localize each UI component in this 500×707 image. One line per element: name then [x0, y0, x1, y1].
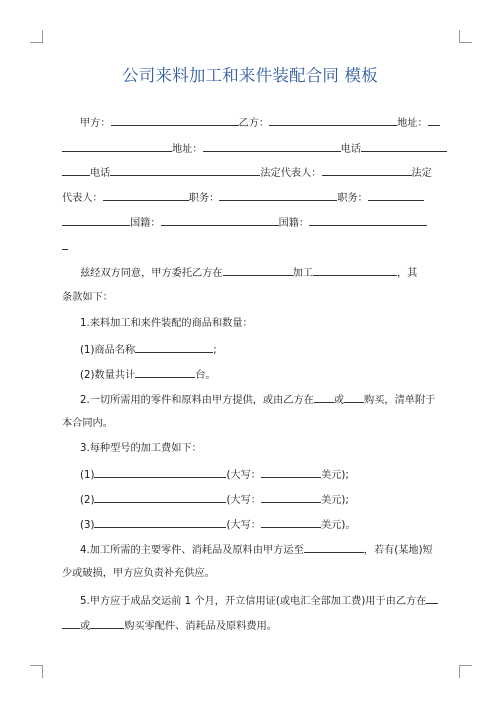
fee-amount-field[interactable] — [94, 466, 226, 478]
purchase-location-b-field[interactable] — [90, 617, 124, 629]
phone-a-field[interactable] — [361, 140, 447, 152]
nationality-b-field[interactable] — [309, 214, 427, 226]
clause-5-line-2: 或 购买零配件、消耗品及原料费用。 — [62, 617, 440, 633]
phone-label-b: 电话 — [90, 168, 111, 179]
position-label-a: 职务： — [188, 193, 220, 204]
legal-rep-a-field[interactable] — [322, 164, 412, 176]
preamble-line-1 — [62, 264, 440, 280]
clause-4-line-2: 少或破损，甲方应负责补充供应。 — [62, 568, 215, 579]
document-title: 公司来料加工和来件装配合同 模板 — [122, 66, 378, 85]
party-b-label: 乙方： — [238, 118, 270, 129]
processing-item-field[interactable] — [313, 264, 397, 276]
legal-rep-label-a: 法定代表人： — [260, 168, 322, 179]
clause-2-line-1: 2.一切所需用的零件和原料由甲方提供，或由乙方在 或 购买，清单附于 — [62, 391, 440, 407]
purchase-place-b-field[interactable] — [344, 391, 364, 403]
fee-amount-field[interactable] — [94, 516, 226, 528]
preamble-text-a: 兹经双方同意，甲方委托乙方在 — [80, 268, 223, 279]
fee-words-field[interactable] — [261, 491, 321, 503]
position-label-b: 职务： — [337, 193, 368, 204]
preamble-text-d: 条款如下： — [62, 292, 113, 303]
product-name-field[interactable] — [135, 341, 213, 353]
margin-mark-top-left — [30, 30, 43, 43]
party-a-label: 甲方： — [80, 118, 111, 129]
position-a-field[interactable] — [219, 189, 337, 201]
purchase-location-a-field[interactable] — [426, 592, 438, 604]
nationality-label-a: 国籍： — [130, 218, 161, 229]
legal-label: 法定 — [411, 168, 432, 179]
party-line-2 — [62, 140, 440, 156]
preamble-text-c: ，其 — [397, 268, 418, 279]
party-line-6 — [62, 238, 440, 254]
nationality-label-b: 国籍： — [278, 218, 310, 229]
margin-mark-bottom-right — [459, 665, 472, 678]
party-line-1 — [62, 114, 440, 130]
purchase-location-a-field-cont[interactable] — [62, 617, 80, 629]
address-a-field-cont[interactable] — [62, 140, 172, 152]
nationality-b-field-cont[interactable] — [62, 238, 68, 250]
phone-label-a: 电话 — [340, 144, 361, 155]
legal-rep-b-field[interactable] — [103, 189, 189, 201]
party-b-field[interactable] — [269, 114, 397, 126]
clause-3-heading: 3.每种型号的加工费如下： — [80, 443, 202, 454]
fee-words-field[interactable] — [261, 516, 321, 528]
delivery-destination-field[interactable] — [304, 541, 364, 553]
phone-b-field[interactable] — [110, 164, 260, 176]
address-b-field[interactable] — [203, 140, 341, 152]
rep-label: 代表人： — [62, 193, 103, 204]
fee-row: (2) (大写： 美元); — [62, 491, 440, 507]
fee-row: (1) (大写： 美元); — [62, 466, 440, 482]
position-b-field[interactable] — [368, 189, 424, 201]
party-a-field[interactable] — [111, 114, 239, 126]
purchase-place-a-field[interactable] — [314, 391, 334, 403]
address-label-a: 地址： — [397, 118, 428, 129]
party-line-3 — [62, 164, 440, 180]
clause-5-line-1: 5.甲方应于成品交运前 1 个月，开立信用证(或电汇全部加工费)用于由乙方在 — [62, 592, 440, 608]
processing-location-field[interactable] — [223, 264, 293, 276]
position-b-field-cont[interactable] — [62, 214, 130, 226]
preamble-line-2 — [62, 290, 440, 306]
fee-amount-field[interactable] — [94, 491, 226, 503]
clause-1-item-2: (2)数量共计 台。 — [62, 366, 440, 382]
party-line-4 — [62, 189, 440, 205]
preamble-text-b: 加工 — [292, 268, 313, 279]
fee-words-field[interactable] — [261, 466, 321, 478]
party-line-5 — [62, 214, 440, 230]
margin-mark-bottom-left — [30, 665, 43, 678]
margin-mark-top-right — [459, 30, 472, 43]
nationality-a-field[interactable] — [161, 214, 279, 226]
phone-a-field-cont[interactable] — [62, 164, 90, 176]
address-label-b: 地址： — [172, 144, 203, 155]
clause-2-line-2: 本合同内。 — [62, 418, 113, 429]
clause-4-line-1: 4.加工所需的主要零件、消耗品及原料由甲方运至 ，若有(某地)短 — [62, 541, 440, 557]
quantity-field[interactable] — [135, 366, 195, 378]
clause-1-heading: 1.来料加工和来件装配的商品和数量： — [80, 318, 253, 329]
fee-row: (3) (大写： 美元)。 — [62, 516, 440, 532]
clause-1-item-1: (1)商品名称 ; — [62, 341, 440, 357]
address-a-field[interactable] — [428, 114, 440, 126]
